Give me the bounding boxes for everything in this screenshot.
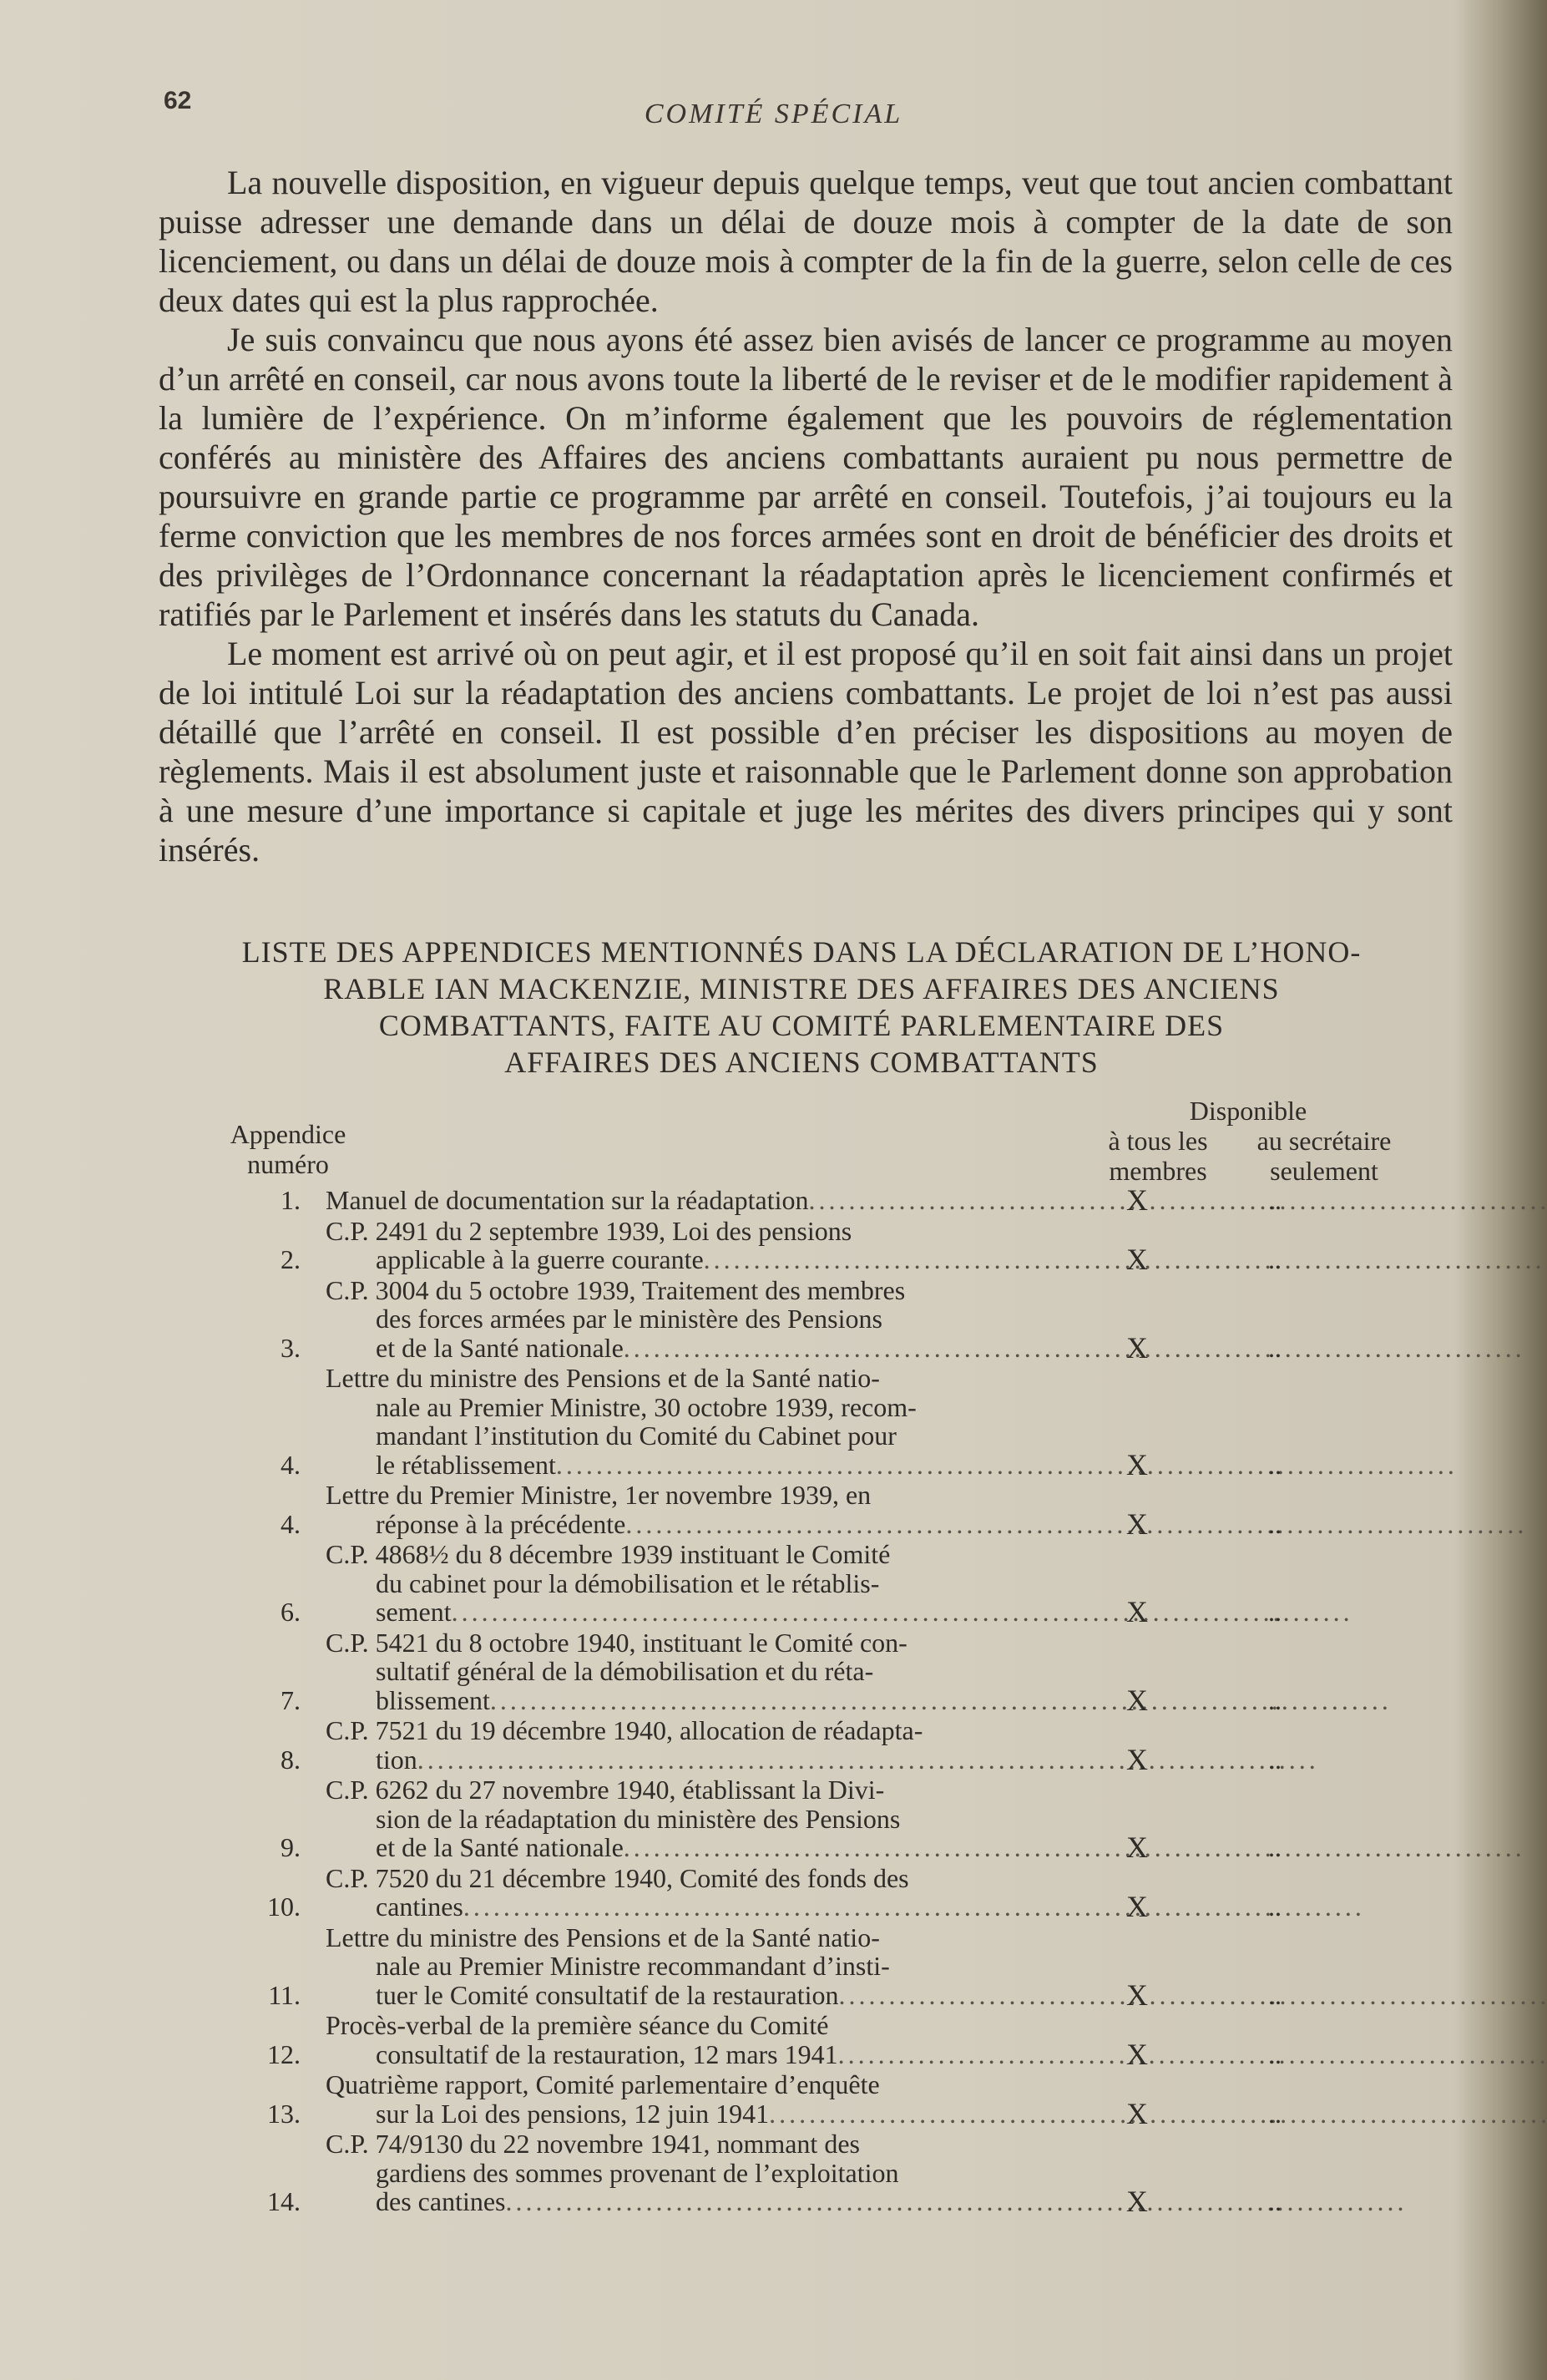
table-row — [192, 1923, 1436, 2010]
appendix-description — [326, 2129, 1070, 2216]
appendix-list — [192, 1183, 1436, 2218]
description-line: des cantines . . . — [326, 2187, 1070, 2216]
appendix-description — [326, 1276, 1070, 1363]
appendix-number: 1. — [281, 1185, 301, 1215]
description-line: Lettre du Premier Ministre, 1er novembre 1939, en — [326, 1480, 872, 1510]
appendix-number: 4. — [281, 1508, 301, 1539]
appendix-number: 11. — [268, 1979, 301, 2010]
title-line: COMBATTANTS, FAITE AU COMITÉ PARLEMENTAIRE DES — [378, 1009, 1225, 1042]
members-mark: X — [1126, 1683, 1148, 1717]
appendix-description — [326, 1864, 1070, 1922]
members-mark: X — [1126, 2185, 1148, 2218]
appendix-number: 13. — [267, 2098, 301, 2129]
secretary-mark: .. — [1268, 1684, 1282, 1715]
description-line: consultatif de la restauration, 12 mars 1941 . . . — [326, 2040, 1070, 2069]
appendix-description — [326, 1775, 1070, 1862]
secretary-mark: .. — [1268, 1597, 1282, 1627]
members-mark: X — [1126, 1183, 1148, 1217]
appendix-number: 10. — [267, 1891, 301, 1922]
members-mark: X — [1126, 1243, 1148, 1276]
secretary-mark: .. — [1268, 1744, 1282, 1775]
secretary-mark: .. — [1268, 2098, 1282, 2129]
table-row — [192, 1217, 1436, 1274]
appendix-description — [326, 1540, 1070, 1627]
description-line: Quatrième rapport, Comité parlementaire d’enquête — [326, 2069, 880, 2099]
description-line: C.P. 6262 du 27 novembre 1940, établissant la Divi- — [326, 1775, 885, 1805]
description-line: nale au Premier Ministre recommandant d’insti- — [376, 1951, 890, 1981]
title-line: RABLE IAN MACKENZIE, MINISTRE DES AFFAIRES DES ANCIENS — [323, 972, 1280, 1005]
appendix-number: 7. — [281, 1684, 301, 1715]
members-mark: X — [1126, 1595, 1148, 1628]
appendix-number: 12. — [267, 2038, 301, 2069]
appendix-description — [326, 1481, 1070, 1538]
secretary-mark: .. — [1268, 1244, 1282, 1274]
description-line: C.P. 3004 du 5 octobre 1939, Traitement des membres — [326, 1274, 906, 1305]
members-mark: X — [1126, 1977, 1148, 2012]
description-line: cantines . . . — [326, 1892, 1070, 1922]
description-line: sultatif général de la démobilisation et du réta- — [376, 1656, 874, 1686]
members-mark: X — [1126, 1831, 1148, 1864]
description-line: sur la Loi des pensions, 12 juin 1941 . . . — [326, 2099, 1070, 2129]
secretary-mark: .. — [1268, 2186, 1282, 2216]
appendix-number: 4. — [281, 1449, 301, 1480]
description-line: nale au Premier Ministre, 30 octobre 1939, recom- — [376, 1391, 917, 1422]
appendix-description — [326, 1716, 1070, 1774]
description-line: tion . . . — [326, 1745, 1070, 1775]
running-title: COMITÉ SPÉCIAL — [644, 99, 903, 129]
paragraph: Je suis convaincu que nous ayons été assez bien avisés de lancer ce programme au moyen d’un arrêté en conseil, car nous avons toute la liberté de le reviser et de le modifier rapidement à la lumière de l’expérience. On m’informe également que les pouvoirs de réglementation conférés au ministère des Affaires des anciens combattants auraient pu nous permettre de poursuivre en grande partie ce programme par arrêté en conseil. Toutefois, j’ai toujours eu la ferme conviction que les membres de nos forces armées sont en droit de bénéficier des droits et des privilèges de l’Ordonnance concernant la réadaptation après le licenciement confirmés et ratifiés par le Parlement et insérés dans les statuts du Canada. — [159, 321, 1453, 633]
body-text — [159, 163, 1453, 869]
secretary-mark: .. — [1268, 1832, 1282, 1862]
members-mark: X — [1126, 1890, 1148, 1923]
title-line: AFFAIRES DES ANCIENS COMBATTANTS — [504, 1046, 1099, 1079]
appendix-description — [326, 1923, 1070, 2010]
members-header: à tous les membres — [1108, 1126, 1208, 1186]
members-mark: X — [1126, 2096, 1148, 2130]
secretary-mark: .. — [1268, 1979, 1282, 2010]
description-line: du cabinet pour la démobilisation et le rétablis- — [376, 1567, 880, 1598]
appendix-description — [326, 1217, 1070, 1274]
description-line: blissement . . . — [326, 1686, 1070, 1715]
description-line: gardiens des sommes provenant de l’exploitation — [376, 2157, 899, 2188]
description-line: tuer le Comité consultatif de la restauration . . . — [326, 1981, 1070, 2010]
page-number: 62 — [164, 87, 192, 114]
description-line: applicable à la guerre courante . . . — [326, 1245, 1070, 1274]
description-line: et de la Santé nationale . . . — [326, 1334, 1070, 1363]
table-row — [192, 1628, 1436, 1715]
description-line: réponse à la précédente . . . — [326, 1510, 1070, 1539]
appendix-number: 6. — [281, 1597, 301, 1627]
members-mark: X — [1126, 1447, 1148, 1481]
appendix-list-title — [150, 934, 1453, 1081]
secretary-mark: .. — [1268, 1891, 1282, 1922]
description-line: sement . . . — [326, 1598, 1070, 1627]
table-row — [192, 2011, 1436, 2069]
appendix-description — [326, 2011, 1070, 2069]
description-line: des forces armées par le ministère des Pensions — [376, 1304, 882, 1334]
description-line: C.P. 7521 du 19 décembre 1940, allocation de réadapta- — [326, 1715, 923, 1745]
members-mark: X — [1126, 2037, 1148, 2071]
table-row — [192, 1183, 1436, 1217]
appendix-description — [326, 1364, 1070, 1479]
description-line: C.P. 7520 du 21 décembre 1940, Comité des fonds des — [326, 1862, 909, 1893]
secretary-mark: .. — [1268, 1449, 1282, 1480]
members-mark: X — [1126, 1330, 1148, 1365]
description-line: C.P. 2491 du 2 septembre 1939, Loi des pensions — [326, 1215, 852, 1246]
table-row — [192, 2129, 1436, 2216]
secretary-mark: .. — [1268, 1332, 1282, 1363]
description-line: C.P. 4868½ du 8 décembre 1939 instituant le Comité — [326, 1539, 891, 1569]
appendix-number: 3. — [281, 1332, 301, 1363]
secretary-header: au secrétaire seulement — [1256, 1126, 1392, 1186]
members-mark: X — [1126, 1742, 1148, 1776]
description-line: mandant l’institution du Comité du Cabinet pour — [376, 1420, 897, 1451]
description-line: Lettre du ministre des Pensions et de la Santé natio- — [326, 1363, 880, 1393]
table-row — [192, 1540, 1436, 1627]
available-header: Disponible — [1189, 1096, 1307, 1126]
appendix-description — [326, 1186, 1070, 1215]
description-line: le rétablissement . . . — [326, 1451, 1070, 1480]
table-row — [192, 1716, 1436, 1774]
description-line: Procès-verbal de la première séance du Comité — [326, 2010, 829, 2040]
table-row — [192, 1480, 1436, 1541]
appendix-number: 9. — [281, 1832, 301, 1862]
description-line: et de la Santé nationale . . . — [326, 1833, 1070, 1862]
members-mark: X — [1126, 1506, 1148, 1541]
description-line: sion de la réadaptation du ministère des Pensions — [376, 1803, 901, 1834]
description-line: Manuel de documentation sur la réadaptation . . . — [326, 1186, 1070, 1215]
description-line: C.P. 5421 du 8 octobre 1940, instituant le Comité con- — [326, 1627, 907, 1658]
title-line: LISTE DES APPENDICES MENTIONNÉS DANS LA DÉCLARATION DE L’HONO- — [241, 935, 1362, 969]
appendix-description — [326, 2070, 1070, 2128]
description-line: Lettre du ministre des Pensions et de la Santé natio- — [326, 1922, 880, 1952]
table-row — [192, 1276, 1436, 1363]
appendix-number-header: Appendice numéro — [230, 1119, 346, 1179]
table-row — [192, 1775, 1436, 1862]
secretary-mark: .. — [1268, 2038, 1282, 2069]
appendix-description — [326, 1628, 1070, 1715]
table-row — [192, 1364, 1436, 1479]
table-row — [192, 2070, 1436, 2128]
appendix-number: 8. — [281, 1744, 301, 1775]
paragraph: La nouvelle disposition, en vigueur depuis quelque temps, veut que tout ancien combattant puisse adresser une demande dans un délai de douze mois à compter de la date de son licenciement, ou dans un délai de douze mois à compter de la fin de la guerre, selon celle de ces deux dates qui est la plus rapprochée. — [159, 164, 1453, 319]
paragraph: Le moment est arrivé où on peut agir, et il est proposé qu’il en soit fait ainsi dans un projet de loi intitulé Loi sur la réadaptation des anciens combattants. Le projet de loi n’est pas aussi détaillé que l’arrêté en conseil. Il est possible d’en préciser les dispositions au moyen de règlements. Mais il est absolument juste et raisonnable que le Parlement donne son approbation à une mesure d’une importance si capitale et juge les mérites des divers principes qui y sont insérés. — [159, 635, 1453, 868]
table-row — [192, 1864, 1436, 1922]
secretary-mark: .. — [1268, 1508, 1282, 1539]
description-line: C.P. 74/9130 du 22 novembre 1941, nommant des — [326, 2129, 860, 2159]
secretary-mark: .. — [1268, 1185, 1282, 1215]
appendix-number: 2. — [281, 1244, 301, 1274]
appendix-number: 14. — [267, 2186, 301, 2216]
